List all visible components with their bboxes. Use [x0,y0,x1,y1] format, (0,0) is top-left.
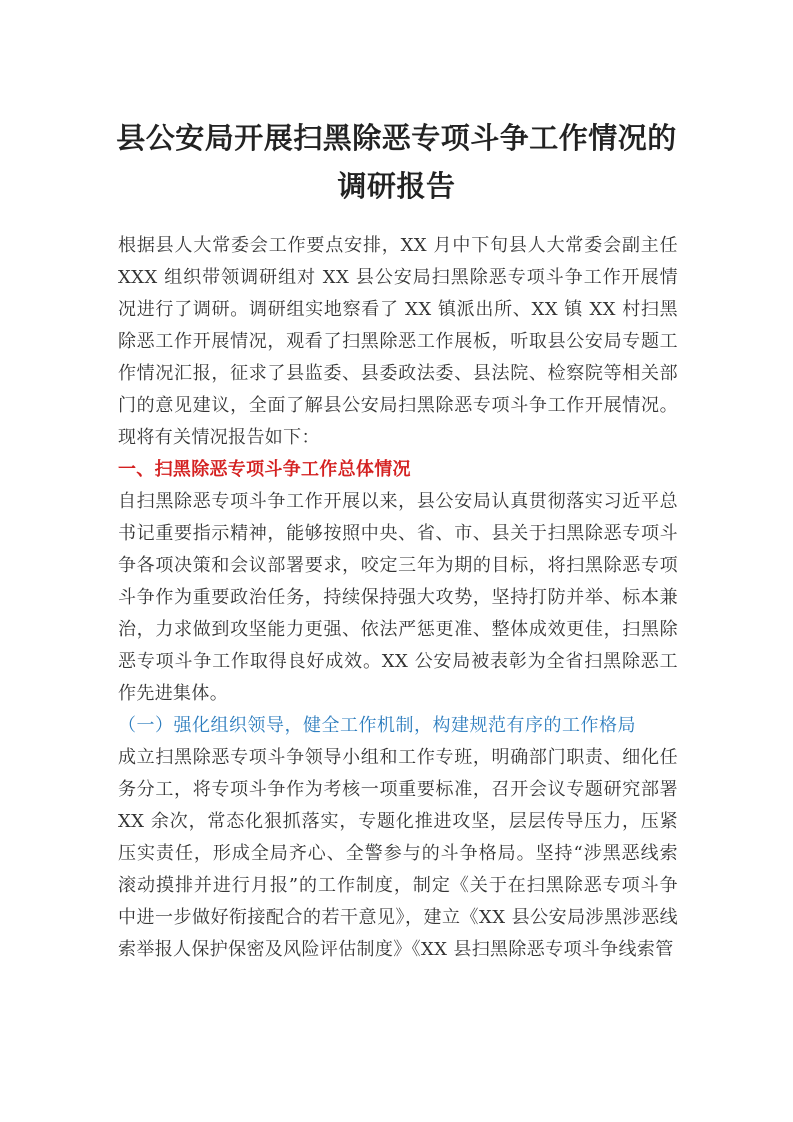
document-title-line-2: 调研报告 [337,169,456,203]
section-heading-1: 一、扫黑除恶专项斗争工作总体情况 [118,459,411,480]
subsection-heading-1: （一）强化组织领导，健全工作机制，构建规范有序的工作格局 [118,715,636,736]
subsection-1-paragraph: 成立扫黑除恶专项斗争领导小组和工作专班，明确部门职责、细化任务分工，将专项斗争作为考核一项重要标准，召开会议专题研究部署 XX 余次，常态化狠抓落实，专题化推进攻坚，层层传导压力，压紧压实责任，形成全局齐心、全警参与的斗争格局。坚持“涉黑恶线索滚动摸排并进行月报”的工作制度，制定《关于在扫黑除恶专项斗争中进一步做好衔接配合的若干意见》，建立《XX 县公安局涉黑涉恶线索举报人保护保密及风险评估制度》《XX 县扫黑除恶专项斗争线索管 [118,747,678,960]
section-1-paragraph: 自扫黑除恶专项斗争工作开展以来，县公安局认真贯彻落实习近平总书记重要指示精神，能够按照中央、省、市、县关于扫黑除恶专项斗争各项决策和会议部署要求，咬定三年为期的目标，将扫黑除恶专项斗争作为重要政治任务，持续保持强大攻势，坚持打防并举、标本兼治，力求做到攻坚能力更强、依法严惩更准、整体成效更佳，扫黑除恶专项斗争工作取得良好成效。XX 公安局被表彰为全省扫黑除恶工作先进集体。 [118,491,678,704]
document-body [118,230,678,966]
intro-paragraph: 根据县人大常委会工作要点安排，XX 月中下旬县人大常委会副主任 XXX 组织带领调研组对 XX 县公安局扫黑除恶专项斗争工作开展情况进行了调研。调研组实地察看了 XX 镇派出所、XX 镇 XX 村扫黑除恶工作开展情况，观看了扫黑除恶工作展板，听取县公安局专题工作情况汇报，征求了县监委、县委政法委、县法院、检察院等相关部门的意见建议，全面了解县公安局扫黑除恶专项斗争工作开展情况。现将有关情况报告如下： [118,235,678,448]
document-title-line-1: 县公安局开展扫黑除恶专项斗争工作情况的 [116,121,677,155]
